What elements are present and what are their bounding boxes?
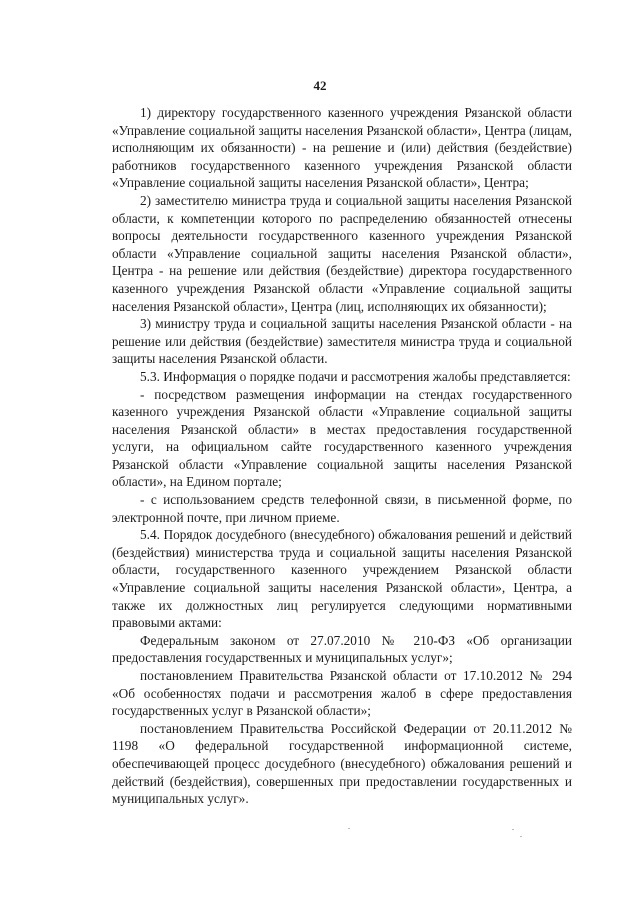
document-body bbox=[112, 104, 572, 808]
paragraph-rf-resolution: постановлением Правительства Российской Федерации от 20.11.2012 № 1198 «О федеральной государственной информационной системе, обеспечивающей процесс досудебного (внесудебного) обжалования решений и действий (бездействия), совершенных при предоставлении государственных и муниципальных услуг». bbox=[112, 720, 572, 807]
paragraph-ryazan-resolution: постановлением Правительства Рязанской области от 17.10.2012 № 294 «Об особенностях подачи и рассмотрения жалоб в сфере предоставления государственных услуг в Рязанской области»; bbox=[112, 668, 572, 719]
paragraph-phone-info: - с использованием средств телефонной связи, в письменной форме, по электронной почте, при личном приеме. bbox=[112, 492, 572, 525]
paragraph-5-4-procedure: 5.4. Порядок досудебного (внесудебного) обжалования решений и действий (бездействия) министерства труда и социальной защиты населения Рязанской области, государственного казенного учреждением Рязанской области «Управление социальной защиты населения Рязанской области», Центра, а также их должностных лиц регулируется следующими нормативными правовыми актами: bbox=[112, 527, 572, 631]
paragraph-2-deputy-minister: 2) заместителю министра труда и социальной защиты населения Рязанской области, к компетенции которого по распределению обязанностей отнесены вопросы деятельности государственного казенного учреждения Рязанской области «Управление социальной защиты населения Рязанской области», Центра - на решение или действия (бездействие) директора государственного казенного учреждения Рязанской области «Управление социальной защиты населения Рязанской области», Центра (лиц, исполняющих их обязанности); bbox=[112, 192, 572, 314]
scan-artifact bbox=[520, 836, 522, 837]
paragraph-federal-law: Федеральным законом от 27.07.2010 № 210-ФЗ «Об организации предоставления государственных и муниципальных услуг»; bbox=[112, 632, 572, 666]
paragraph-5-3-information: 5.3. Информация о порядке подачи и рассмотрения жалобы представляется: bbox=[140, 368, 571, 384]
paragraph-stands-info: - посредством размещения информации на стендах государственного казенного учреждения Рязанской области «Управление социальной защиты населения Рязанской области» в местах предоставления государственной услуги, на официальном сайте государственного казенного учреждения Рязанской области «Управление социальной защиты населения Рязанской области», на Едином портале; bbox=[112, 386, 572, 490]
page-number: 42 bbox=[313, 78, 327, 93]
paragraph-3-minister: 3) министру труда и социальной защиты населения Рязанской области - на решение или действия (бездействие) заместителя министра труда и социальной защиты населения Рязанской области. bbox=[112, 316, 572, 367]
scan-artifact bbox=[512, 829, 514, 830]
scan-artifact bbox=[348, 828, 350, 829]
paragraph-1-director: 1) директору государственного казенного учреждения Рязанской области «Управление социальной защиты населения Рязанской области», Центра (лицам, исполняющим их обязанности) - на решение и (или) действия (бездействие) работников государственного казенного учреждения Рязанской области «Управление социальной защиты населения Рязанской области», Центра; bbox=[112, 105, 572, 191]
